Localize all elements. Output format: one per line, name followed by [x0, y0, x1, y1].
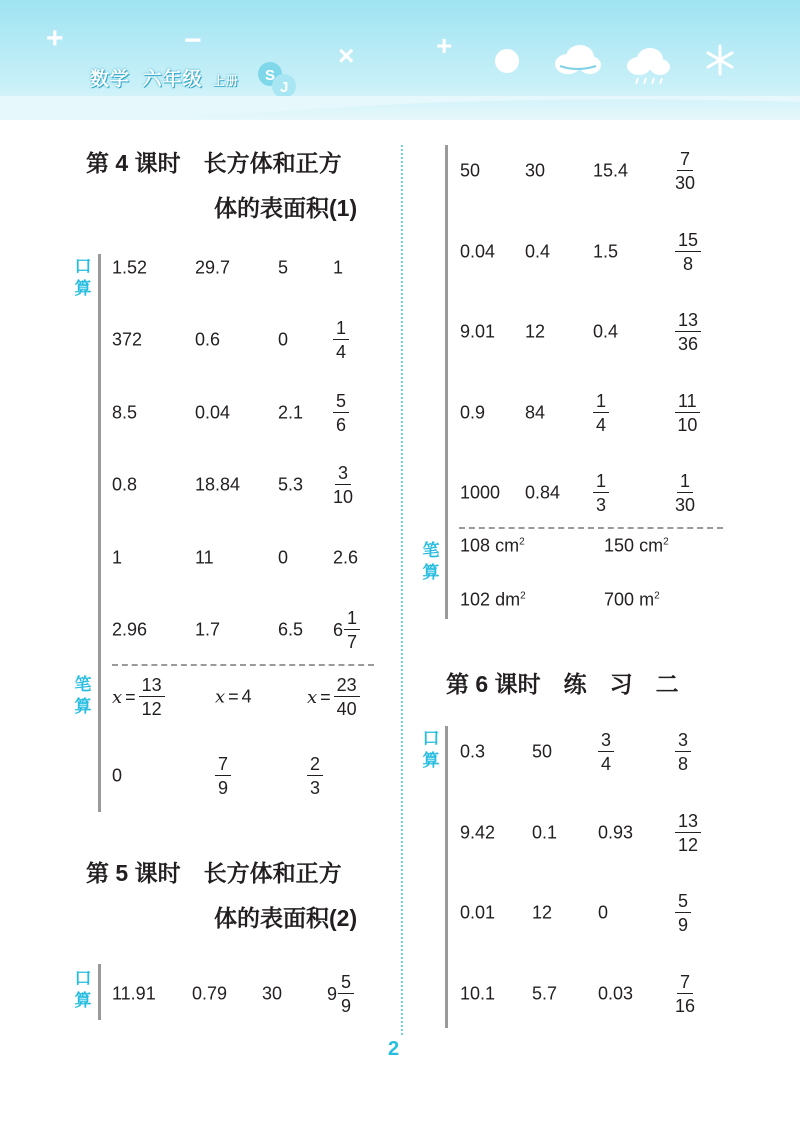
answer-cell: [112, 258, 147, 279]
denominator: 6: [336, 414, 347, 435]
value: 1: [112, 547, 123, 568]
answer-cell: [525, 161, 545, 182]
value: 30: [262, 983, 283, 1004]
denominator: 4: [601, 754, 612, 774]
answer-cell: [598, 903, 608, 924]
lesson6-rule: [445, 726, 448, 1028]
value: 29.7: [195, 257, 231, 278]
answer-cell: [333, 547, 358, 568]
answer-cell: [327, 973, 354, 1015]
answer-cell: [112, 330, 142, 351]
value: 0.1: [532, 822, 558, 842]
numerator: 1: [593, 472, 609, 493]
answer-cell: [460, 903, 495, 924]
value: 1: [333, 257, 344, 278]
unit-power: 2: [663, 536, 669, 548]
answer-cell: [675, 231, 701, 273]
value: 1.52: [112, 257, 148, 278]
header-wave: [0, 96, 800, 136]
answer-cell: [278, 620, 303, 641]
value: 2.6: [333, 547, 359, 568]
answer-cell: [333, 319, 349, 361]
lesson4-written-label: 笔 算: [74, 675, 92, 716]
numerator: 1: [677, 472, 693, 493]
variable-x: x: [307, 686, 318, 708]
numerator: 7: [677, 973, 693, 994]
answer-cell: [598, 731, 614, 773]
number: 102: [460, 589, 491, 610]
value: 50: [460, 160, 481, 181]
lesson4-separator: [112, 664, 374, 666]
unit-name: cm: [495, 535, 520, 556]
answer-cell: [112, 676, 165, 718]
fraction: [344, 609, 360, 651]
fraction: [139, 676, 165, 718]
value: 8.5: [112, 402, 138, 423]
value: 0.04: [195, 402, 231, 423]
answer-cell: [262, 984, 282, 1005]
fraction: [598, 731, 614, 773]
value: 6.5: [278, 619, 304, 640]
unit-name: cm: [639, 535, 664, 556]
value: 15.4: [593, 160, 629, 181]
whole-part: 9: [327, 983, 338, 1004]
answer-cell: [675, 731, 691, 773]
value: 0: [598, 902, 609, 923]
numerator: 13: [675, 311, 701, 332]
value: 4: [241, 686, 252, 707]
numerator: 1: [344, 609, 360, 630]
fraction: [675, 973, 695, 1015]
equation: [307, 676, 360, 718]
unit-name: dm: [495, 589, 521, 610]
value: 0.6: [195, 329, 221, 350]
value: 11.91: [112, 983, 156, 1004]
denominator: 16: [675, 995, 696, 1016]
answer-cell: [604, 536, 669, 557]
variable-x: x: [215, 686, 226, 708]
numerator: 3: [675, 731, 691, 752]
numerator: 5: [675, 892, 691, 913]
fraction: [675, 812, 701, 854]
answer-cell: [192, 984, 227, 1005]
unit-power: 2: [519, 536, 525, 548]
fraction: [675, 231, 701, 273]
answer-cell: [112, 547, 122, 568]
answer-cell: [460, 483, 500, 504]
numerator: 5: [333, 392, 349, 413]
value: 2.96: [112, 619, 148, 640]
numerator: 5: [338, 973, 354, 994]
value: 1.5: [593, 241, 619, 261]
answer-cell: [460, 161, 480, 182]
unit-name: m: [639, 589, 655, 610]
fraction: [675, 311, 701, 353]
value: 84: [525, 402, 546, 422]
badge-s: S: [265, 67, 276, 84]
answer-cell: [598, 983, 633, 1004]
lesson6-oral-label: 口 算: [422, 729, 440, 770]
mixed-number: [327, 973, 354, 1015]
page-number: 2: [388, 1038, 400, 1060]
area-value: [460, 536, 525, 556]
answer-cell: [333, 258, 343, 279]
value: 1000: [460, 482, 501, 503]
answer-cell: [675, 973, 695, 1015]
fraction: [675, 392, 700, 434]
sj-badge: [256, 60, 300, 100]
answer-cell: [460, 822, 495, 843]
answer-cell: [460, 241, 495, 262]
grade-label: 六年级: [142, 69, 203, 90]
answer-cell: [525, 483, 560, 504]
answer-cell: [593, 161, 628, 182]
answer-cell: [112, 766, 122, 787]
denominator: 36: [678, 334, 699, 354]
numerator: 15: [675, 231, 701, 252]
snowflake-icon: [704, 44, 736, 76]
lesson5-written-label: 笔 算: [422, 541, 440, 582]
answer-cell: [195, 547, 214, 568]
value: 0.04: [460, 241, 496, 261]
whole-part: 6: [333, 619, 344, 640]
fraction: [593, 472, 609, 514]
value: 2.1: [278, 402, 304, 423]
fraction: [593, 392, 609, 434]
answer-cell: [195, 330, 220, 351]
value: 10.1: [460, 983, 496, 1003]
answer-cell: [593, 322, 618, 343]
answer-cell: [532, 903, 552, 924]
answer-cell: [112, 620, 147, 641]
answer-cell: [675, 311, 701, 353]
answer-cell: [675, 812, 701, 854]
denominator: 10: [333, 487, 354, 508]
answer-cell: [675, 150, 695, 192]
answer-cell: [333, 464, 353, 506]
area-value: [460, 590, 526, 610]
denominator: 10: [677, 414, 698, 435]
answer-cell: [675, 392, 700, 434]
variable-x: x: [112, 686, 123, 708]
value: 12: [532, 902, 553, 923]
value: 0.9: [460, 402, 486, 422]
answer-cell: [598, 822, 633, 843]
answer-cell: [307, 676, 360, 718]
answer-cell: [460, 742, 485, 763]
denominator: 9: [218, 778, 229, 798]
numerator: 11: [675, 392, 700, 413]
value: 0: [278, 547, 289, 568]
denominator: 12: [141, 699, 162, 719]
answer-cell: [525, 402, 545, 423]
denominator: 8: [678, 754, 689, 774]
lesson5-rule-right: [445, 145, 448, 619]
denominator: 40: [336, 699, 357, 719]
value: 5.3: [278, 474, 304, 495]
column-divider: [401, 145, 403, 1035]
answer-cell: [532, 983, 557, 1004]
answer-cell: [195, 402, 230, 423]
number: 150: [604, 535, 635, 556]
sun-icon: [492, 46, 522, 76]
value: 9.42: [460, 822, 496, 842]
denominator: 12: [678, 834, 699, 855]
value: 0.93: [598, 822, 634, 842]
answer-cell: [460, 322, 495, 343]
value: 0: [278, 329, 289, 350]
times-icon: ×: [338, 40, 355, 71]
lesson5-oral-label: 口 算: [74, 969, 92, 1010]
numerator: 2: [307, 755, 323, 776]
answer-cell: [460, 983, 495, 1004]
lesson5-title-line1: 第 5 课时 长方体和正方: [86, 860, 342, 886]
fraction: [333, 392, 349, 434]
subject-label: 数学: [90, 69, 131, 90]
cloud-icon: [552, 42, 602, 76]
header-title: [90, 64, 239, 91]
equals-sign: =: [320, 686, 331, 707]
numerator: 13: [675, 812, 701, 833]
numerator: 1: [333, 319, 349, 340]
value: 0.79: [192, 983, 228, 1004]
answer-cell: [215, 687, 252, 708]
fraction: [333, 319, 349, 361]
number: 108: [460, 535, 491, 556]
numerator: 13: [139, 676, 165, 697]
plus-icon: +: [46, 22, 64, 55]
answer-cell: [195, 258, 230, 279]
denominator: 9: [341, 996, 352, 1016]
answer-cell: [460, 590, 526, 611]
lesson6-title: 第 6 课时 练 习 二: [446, 671, 679, 697]
numerator: 7: [215, 755, 231, 776]
denominator: 4: [336, 342, 347, 363]
lesson4-title-line1: 第 4 课时 长方体和正方: [86, 150, 342, 176]
area-value: [604, 536, 669, 556]
answer-cell: [525, 322, 545, 343]
minus-icon: −: [184, 24, 202, 57]
numerator: 3: [598, 731, 614, 752]
fraction: [307, 755, 323, 797]
value: 0: [112, 765, 123, 786]
fraction: [675, 892, 691, 934]
answer-cell: [593, 241, 618, 262]
answer-cell: [195, 475, 240, 496]
answer-cell: [333, 609, 360, 651]
unit-power: 2: [520, 590, 526, 602]
answer-cell: [460, 536, 525, 557]
lesson5-title-line2: 体的表面积(2): [214, 905, 358, 931]
answer-cell: [675, 892, 691, 934]
value: 0.03: [598, 983, 634, 1003]
equation: [215, 687, 252, 708]
numerator: 1: [593, 392, 609, 413]
answer-cell: [593, 472, 609, 514]
denominator: 3: [596, 495, 607, 515]
value: 11: [195, 547, 214, 568]
answer-cell: [307, 755, 323, 797]
denominator: 7: [347, 632, 358, 652]
answer-cell: [215, 755, 231, 797]
value: 372: [112, 329, 143, 350]
answer-cell: [112, 402, 137, 423]
value: 0.4: [525, 241, 551, 261]
answer-cell: [278, 402, 303, 423]
fraction: [675, 150, 695, 192]
denominator: 30: [675, 173, 696, 193]
value: 5: [278, 257, 289, 278]
badge-j: J: [280, 79, 289, 96]
answer-cell: [525, 241, 550, 262]
answer-cell: [278, 547, 288, 568]
mixed-number: [333, 609, 360, 651]
answer-cell: [532, 822, 557, 843]
denominator: 3: [310, 778, 321, 798]
answer-cell: [675, 472, 695, 514]
fraction: [215, 755, 231, 797]
answer-cell: [112, 984, 156, 1005]
value: 0.84: [525, 482, 561, 503]
fraction: [675, 472, 695, 514]
lesson4-rule: [98, 254, 101, 812]
numerator: 7: [677, 150, 693, 171]
answer-cell: [278, 258, 288, 279]
answer-cell: [532, 742, 552, 763]
denominator: 30: [675, 495, 696, 515]
value: 0.3: [460, 741, 486, 762]
value: 5.7: [532, 983, 558, 1003]
value: 0.4: [593, 321, 619, 342]
answer-cell: [604, 590, 660, 611]
denominator: 9: [678, 915, 689, 935]
value: 30: [525, 160, 546, 181]
area-value: [604, 590, 660, 610]
numerator: 23: [334, 676, 360, 697]
value: 12: [525, 321, 546, 342]
lesson5-rule-left: [98, 964, 101, 1020]
value: 0.01: [460, 902, 496, 923]
fraction: [333, 464, 353, 506]
answer-cell: [278, 475, 303, 496]
volume-label: 上册: [212, 74, 239, 88]
answer-cell: [112, 475, 137, 496]
answer-cell: [333, 392, 349, 434]
lesson4-oral-label: 口 算: [74, 257, 92, 298]
plus-icon: +: [436, 30, 453, 61]
equation: [112, 676, 165, 718]
rain-cloud-icon: [624, 46, 672, 88]
answer-cell: [195, 620, 220, 641]
equals-sign: =: [125, 686, 136, 707]
answer-cell: [460, 402, 485, 423]
lesson5-separator: [459, 527, 723, 529]
equals-sign: =: [228, 686, 239, 707]
value: 0.8: [112, 474, 138, 495]
denominator: 8: [683, 253, 694, 274]
lesson4-title-line2: 体的表面积(1): [214, 195, 358, 221]
numerator: 3: [335, 464, 351, 485]
answer-cell: [593, 392, 609, 434]
number: 700: [604, 589, 635, 610]
fraction: [675, 731, 691, 773]
fraction: [334, 676, 360, 718]
unit-power: 2: [654, 590, 660, 602]
value: 50: [532, 741, 553, 762]
denominator: 4: [596, 414, 607, 435]
value: 18.84: [195, 474, 241, 495]
answer-cell: [278, 330, 288, 351]
fraction: [338, 973, 354, 1015]
value: 1.7: [195, 619, 221, 640]
value: 9.01: [460, 321, 496, 342]
